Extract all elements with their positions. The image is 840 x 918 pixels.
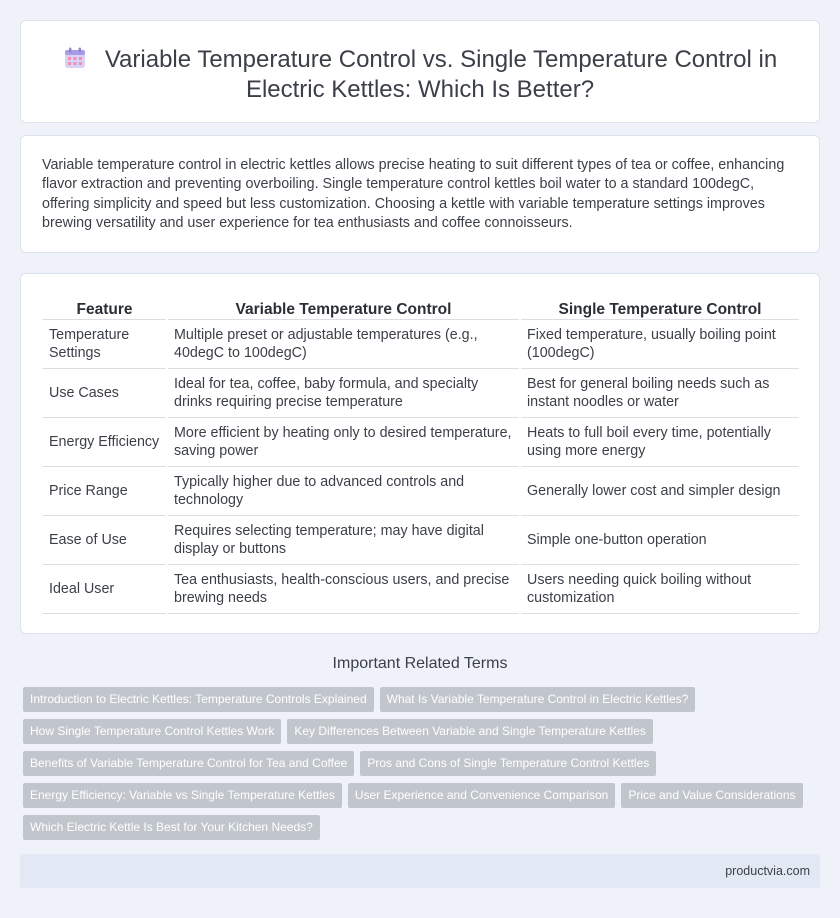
feature-cell: Temperature Settings [43, 320, 166, 369]
related-term-link[interactable]: Pros and Cons of Single Temperature Control Kettles [360, 751, 656, 776]
intro-paragraph: Variable temperature control in electric kettles allows precise heating to suit different types of tea or coffee, enhancing flavor extraction and preventing overboiling. Single temperature control kettles boil water to a standard 100degC, offering simplicity and speed but less customization. Choosing a kettle with variable temperature settings improves brewing versatility and user experience for tea enthusiasts and coffee connoisseurs. [42, 157, 785, 232]
variable-cell: Tea enthusiasts, health-conscious users, and precise brewing needs [168, 565, 519, 614]
comparison-card [20, 273, 820, 634]
header-variable: Variable Temperature Control [168, 297, 519, 320]
feature-cell: Use Cases [43, 369, 166, 418]
related-terms-list [23, 687, 813, 847]
calendar-icon [63, 46, 87, 70]
related-term-link[interactable]: What Is Variable Temperature Control in Electric Kettles? [380, 687, 696, 712]
table-row [43, 369, 799, 418]
related-term-link[interactable]: User Experience and Convenience Comparison [348, 783, 615, 808]
variable-cell: Ideal for tea, coffee, baby formula, and specialty drinks requiring precise temperature [168, 369, 519, 418]
related-term-link[interactable]: Energy Efficiency: Variable vs Single Temperature Kettles [23, 783, 342, 808]
table-row [43, 320, 799, 369]
single-cell: Users needing quick boiling without customization [521, 565, 799, 614]
single-cell: Best for general boiling needs such as instant noodles or water [521, 369, 799, 418]
title-line-2: Electric Kettles: Which Is Better? [245, 76, 595, 103]
single-cell: Heats to full boil every time, potentially using more energy [521, 418, 799, 467]
feature-cell: Ease of Use [43, 516, 166, 565]
header-feature: Feature [43, 297, 166, 320]
intro-card [20, 135, 820, 253]
variable-cell: More efficient by heating only to desired temperature, saving power [168, 418, 519, 467]
table-header-row [43, 297, 799, 320]
variable-cell: Multiple preset or adjustable temperatures (e.g., 40degC to 100degC) [168, 320, 519, 369]
single-cell: Generally lower cost and simpler design [521, 467, 799, 516]
variable-cell: Requires selecting temperature; may have digital display or buttons [168, 516, 519, 565]
related-term-link[interactable]: Price and Value Considerations [621, 783, 802, 808]
footer [20, 854, 820, 888]
header-single: Single Temperature Control [521, 297, 799, 320]
footer-site-link[interactable]: productvia.com [725, 864, 810, 878]
table-row [43, 418, 799, 467]
related-term-link[interactable]: Introduction to Electric Kettles: Temperature Controls Explained [23, 687, 374, 712]
single-cell: Fixed temperature, usually boiling point (100degC) [521, 320, 799, 369]
title-card [20, 20, 820, 123]
table-row [43, 516, 799, 565]
feature-cell: Ideal User [43, 565, 166, 614]
related-term-link[interactable]: Which Electric Kettle Is Best for Your Kitchen Needs? [23, 815, 320, 840]
variable-cell: Typically higher due to advanced controls and technology [168, 467, 519, 516]
related-term-link[interactable]: How Single Temperature Control Kettles Work [23, 719, 281, 744]
comparison-table [41, 297, 801, 614]
related-term-link[interactable]: Key Differences Between Variable and Single Temperature Kettles [287, 719, 653, 744]
single-cell: Simple one-button operation [521, 516, 799, 565]
table-row [43, 565, 799, 614]
table-row [43, 467, 799, 516]
related-term-link[interactable]: Benefits of Variable Temperature Control for Tea and Coffee [23, 751, 354, 776]
title-line-1: Variable Temperature Control vs. Single Temperature Control in [104, 46, 778, 73]
related-terms-heading: Important Related Terms [332, 655, 508, 672]
page-title [21, 45, 819, 105]
feature-cell: Price Range [43, 467, 166, 516]
feature-cell: Energy Efficiency [43, 418, 166, 467]
